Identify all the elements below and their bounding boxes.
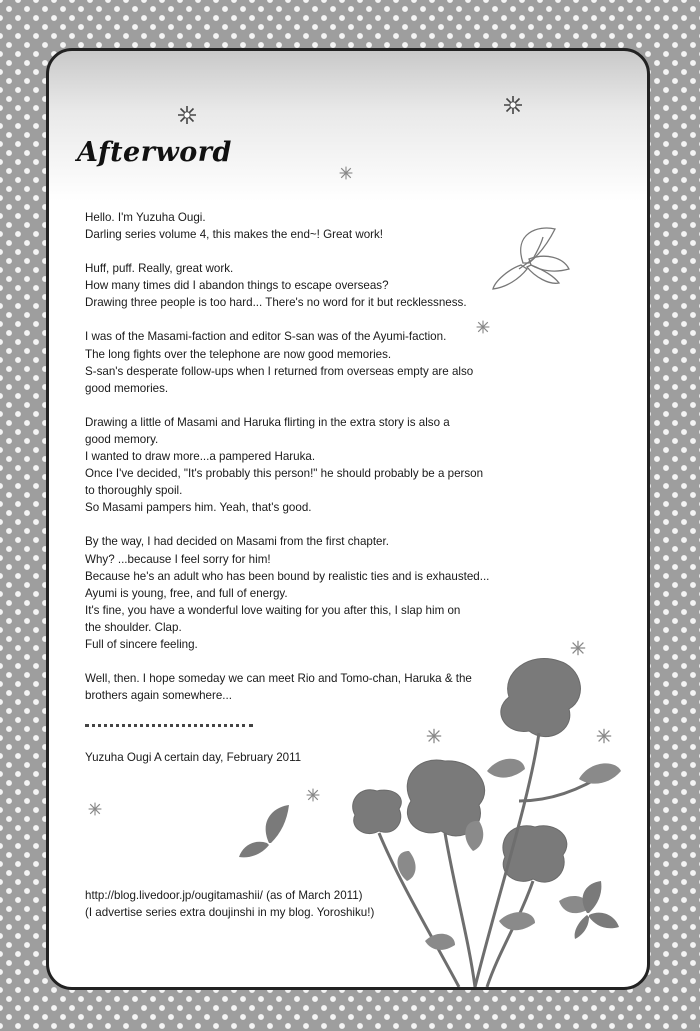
butterfly-silhouette-icon <box>557 877 621 941</box>
rose-leaf <box>465 821 483 851</box>
sparkle-icon <box>177 105 197 125</box>
text-line: Because he's an adult who has been bound by realistic ties and is exhausted... <box>85 569 490 583</box>
text-line: So Masami pampers him. Yeah, that's good. <box>85 501 312 515</box>
paragraph <box>85 533 555 653</box>
text-line: Hello. I'm Yuzuha Ougi. <box>85 211 206 224</box>
afterword-page <box>46 48 650 990</box>
rose-leaf <box>487 759 525 778</box>
rose-leaf <box>499 912 535 930</box>
text-line: S-san's desperate follow-ups when I returned from overseas empty are also <box>85 364 474 378</box>
sparkle-icon <box>503 95 523 115</box>
text-line: Drawing three people is too hard... There's no word for it but recklessness. <box>85 296 467 310</box>
text-line: By the way, I had decided on Masami from the first chapter. <box>85 535 389 549</box>
sparkle-icon <box>475 319 491 335</box>
sparkle-icon <box>338 165 354 181</box>
text-line: Ayumi is young, free, and full of energy. <box>85 586 288 600</box>
blog-note: (I advertise series extra doujinshi in my blog. Yoroshiku!) <box>85 906 375 919</box>
text-line: The long fights over the telephone are now good memories. <box>85 347 392 361</box>
butterfly-silhouette-icon <box>237 803 301 863</box>
paragraph <box>85 414 555 517</box>
text-line: Well, then. I hope someday we can meet Rio and Tomo-chan, Haruka & the <box>85 672 472 686</box>
paragraph-gap <box>85 516 555 533</box>
text-line: Full of sincere feeling. <box>85 637 198 651</box>
paragraph-gap <box>85 397 555 414</box>
text-line: Why? ...because I feel sorry for him! <box>85 552 271 566</box>
rose-leaf <box>579 763 621 783</box>
text-line: I wanted to draw more...a pampered Haruka. <box>85 450 316 464</box>
text-line: good memory. <box>85 432 159 446</box>
text-line: I was of the Masami-faction and editor S-san was of the Ayumi-faction. <box>85 330 447 344</box>
butterfly-outline-icon <box>483 223 573 293</box>
signature-line: Yuzuha Ougi A certain day, February 2011 <box>85 751 302 764</box>
paragraph <box>85 328 555 396</box>
rose-bloom <box>501 659 581 737</box>
text-line: brothers again somewhere... <box>85 689 232 703</box>
text-line: good memories. <box>85 381 169 395</box>
text-line: It's fine, you have a wonderful love waiting for you after this, I slap him on <box>85 603 461 617</box>
sparkle-icon <box>87 801 103 817</box>
text-line: Huff, puff. Really, great work. <box>85 262 234 276</box>
rose-bloom <box>353 790 402 834</box>
page-title: Afterword <box>77 137 232 168</box>
text-line: the shoulder. Clap. <box>85 620 182 634</box>
text-line: Drawing a little of Masami and Haruka flirting in the extra story is also a <box>85 415 450 429</box>
dotted-divider <box>85 724 253 727</box>
blog-url: http://blog.livedoor.jp/ougitamashii/ (as of March 2011) <box>85 889 363 902</box>
text-line: Once I've decided, "It's probably this person!" he should probably be a person <box>85 467 484 481</box>
text-line: to thoroughly spoil. <box>85 484 183 498</box>
text-line: How many times did I abandon things to escape overseas? <box>85 279 389 293</box>
text-line: Darling series volume 4, this makes the end~! Great work! <box>85 228 384 242</box>
